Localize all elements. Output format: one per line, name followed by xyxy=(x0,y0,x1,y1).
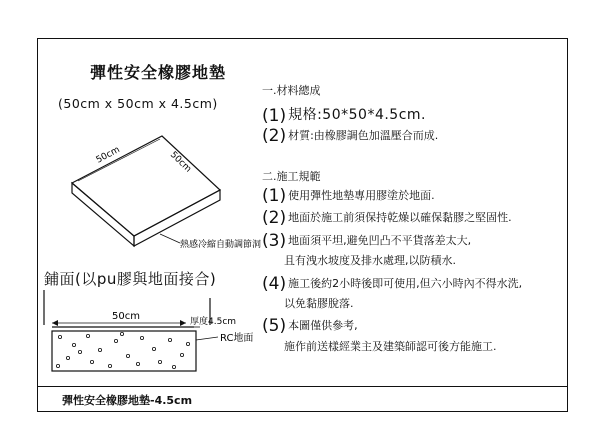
section-2-item-4-cont: 以免黏膠脫落. xyxy=(284,297,354,310)
item-text: 地面須平坦,避免凹凸不平貨落差太大, xyxy=(288,234,472,247)
item-text: 地面於施工前須保持乾燥以確保黏膠之堅固性. xyxy=(288,211,512,224)
aggregate-dot xyxy=(168,338,171,341)
aggregate-dot xyxy=(126,354,129,357)
section-2-item-5-cont: 施作前送樣經業主及建築師認可後方能施工. xyxy=(284,340,497,353)
aggregate-dot xyxy=(98,348,101,351)
item-number: (5) xyxy=(262,316,287,336)
item-text: 使用彈性地墊專用膠塗於地面. xyxy=(288,189,435,202)
width-label: 50cm xyxy=(112,311,140,322)
aggregate-dot xyxy=(140,336,143,339)
aggregate-dot xyxy=(86,334,89,337)
tile-edge-label-1: 50cm xyxy=(94,145,122,166)
tile-top-face xyxy=(72,136,220,236)
section-2-item-5 xyxy=(262,316,358,336)
item-number: (4) xyxy=(262,274,287,294)
aggregate-dot xyxy=(180,353,183,356)
aggregate-dot xyxy=(108,364,111,367)
callout-leader xyxy=(160,234,180,243)
tile-drawing xyxy=(72,136,220,246)
section-1-heading: 一.材料總成 xyxy=(262,84,321,97)
section-2-item-3-cont: 且有洩水坡度及排水處理,以防積水. xyxy=(284,254,456,267)
aggregate-dot xyxy=(152,347,155,350)
item-text: 本圖僅供參考, xyxy=(288,319,358,332)
aggregate-dot xyxy=(136,362,139,365)
aggregate-dot xyxy=(120,332,123,335)
aggregate-dot xyxy=(56,364,59,367)
section-2-item-2 xyxy=(262,208,512,228)
tile-left-face xyxy=(72,183,134,246)
base-leader xyxy=(196,337,218,340)
footer-caption: 彈性安全橡膠地墊-4.5cm xyxy=(62,394,193,407)
aggregate-dot xyxy=(114,339,117,342)
tile-edge-label-2: 50cm xyxy=(167,149,193,175)
aggregate-dot xyxy=(58,335,61,338)
item-text: 規格:50*50*4.5cm. xyxy=(288,107,426,123)
section-1-item-1 xyxy=(262,104,426,126)
section-2-heading: 二.施工規範 xyxy=(262,170,321,183)
tile-callout: 熱感冷縮自動調節洞 xyxy=(180,240,262,250)
item-number: (3) xyxy=(262,231,287,251)
aggregate-dots xyxy=(56,332,189,368)
surface-note: 鋪面(以pu膠與地面接合) xyxy=(44,270,217,288)
item-number: (1) xyxy=(262,186,287,206)
aggregate-dot xyxy=(186,342,189,345)
aggregate-dot xyxy=(66,356,69,359)
item-text: 施工後約2小時後即可使用,但六小時內不得水洗, xyxy=(288,277,523,290)
item-number: (2) xyxy=(262,208,287,228)
aggregate-dot xyxy=(158,360,161,363)
item-number: (1) xyxy=(262,106,287,126)
aggregate-dot xyxy=(172,365,175,368)
aggregate-dot xyxy=(72,343,75,346)
tile-right-face xyxy=(134,190,220,246)
aggregate-dot xyxy=(90,360,93,363)
section-drawing xyxy=(44,290,218,371)
section-1-item-2 xyxy=(262,126,438,146)
base-label: RC地面 xyxy=(220,333,254,344)
section-2-item-3 xyxy=(262,231,471,251)
drawing-title: 彈性安全橡膠地墊 xyxy=(90,63,227,82)
section-2-item-1 xyxy=(262,186,435,206)
item-text: 材質:由橡膠調色加溫壓合而成. xyxy=(288,129,439,142)
section-2-item-4 xyxy=(262,274,522,294)
item-number: (2) xyxy=(262,126,287,146)
aggregate-dot xyxy=(78,350,81,353)
rc-base xyxy=(52,331,196,371)
thickness-label: 厚度4.5cm xyxy=(190,317,237,327)
tile-dimensions: (50cm x 50cm x 4.5cm) xyxy=(58,96,218,111)
